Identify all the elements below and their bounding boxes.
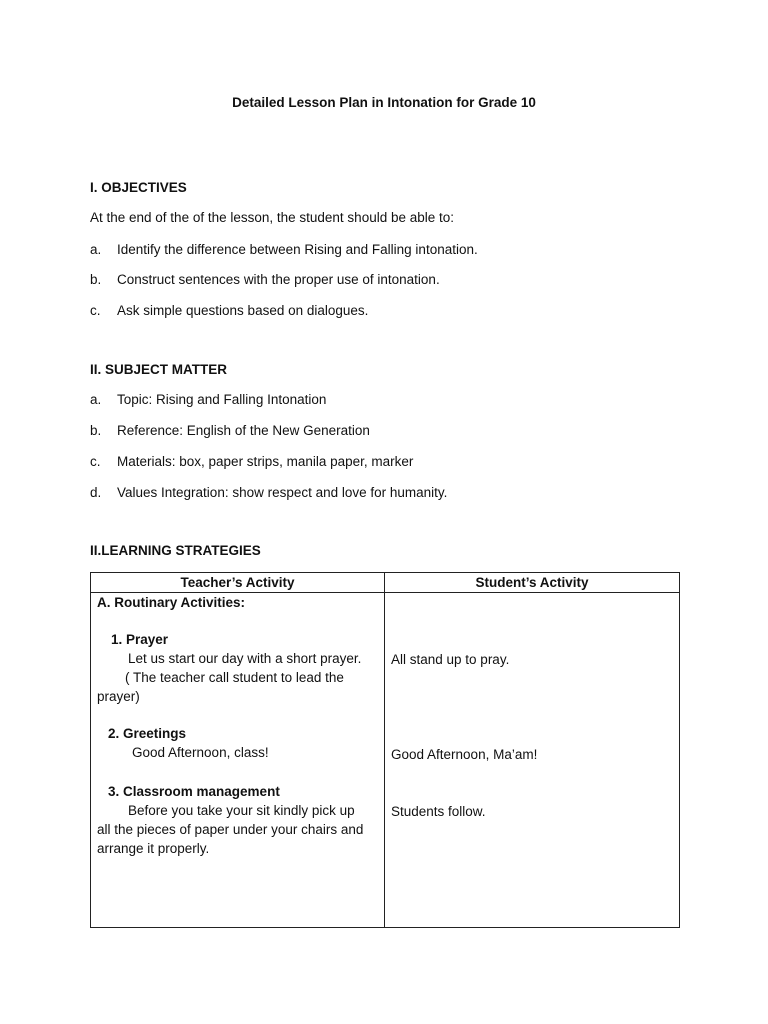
- student-prayer-response: All stand up to pray.: [391, 652, 510, 667]
- list-item-text: Topic: Rising and Falling Intonation: [117, 392, 327, 407]
- prayer-line: prayer): [97, 689, 140, 704]
- teacher-activity-header: Teacher’s Activity: [91, 573, 385, 593]
- table-row: [91, 593, 680, 928]
- routinary-activities-heading: A. Routinary Activities:: [97, 595, 246, 610]
- management-line: Before you take your sit kindly pick up: [128, 803, 355, 818]
- objective-item: [90, 242, 478, 257]
- list-marker: b.: [90, 272, 102, 287]
- list-marker: c.: [90, 303, 101, 318]
- subject-item: [90, 454, 413, 469]
- management-line: arrange it properly.: [97, 841, 210, 856]
- list-marker: a.: [90, 242, 102, 257]
- list-item-text: Construct sentences with the proper use of intonation.: [117, 272, 440, 287]
- subject-item: [90, 423, 370, 438]
- prayer-line: Let us start our day with a short prayer.: [128, 651, 362, 666]
- document-title: Detailed Lesson Plan in Intonation for Grade 10: [232, 95, 536, 110]
- management-line: all the pieces of paper under your chairs and: [97, 822, 364, 837]
- list-item-text: Reference: English of the New Generation: [117, 423, 370, 438]
- subject-matter-heading: II. SUBJECT MATTER: [90, 362, 228, 377]
- prayer-line: ( The teacher call student to lead the: [125, 670, 344, 685]
- classroom-management-heading: 3. Classroom management: [108, 784, 280, 799]
- prayer-heading: 1. Prayer: [111, 632, 169, 647]
- student-management-response: Students follow.: [391, 804, 486, 819]
- list-item-text: Ask simple questions based on dialogues.: [117, 303, 369, 318]
- subject-item: [90, 485, 447, 500]
- student-activity-cell: [385, 593, 680, 928]
- list-marker: d.: [90, 485, 102, 500]
- table-header-row: [91, 573, 680, 593]
- learning-strategies-heading: II.LEARNING STRATEGIES: [90, 543, 261, 558]
- list-marker: c.: [90, 454, 101, 469]
- student-greetings-response: Good Afternoon, Ma’am!: [391, 747, 538, 762]
- objective-item: [90, 303, 368, 318]
- activity-table: [90, 572, 680, 928]
- greetings-heading: 2. Greetings: [108, 726, 187, 741]
- list-item-text: Values Integration: show respect and love for humanity.: [117, 485, 448, 500]
- objectives-heading: I. OBJECTIVES: [90, 180, 187, 195]
- list-marker: b.: [90, 423, 102, 438]
- objectives-intro: At the end of the of the lesson, the student should be able to:: [90, 210, 455, 225]
- subject-item: [90, 392, 326, 407]
- list-item-text: Materials: box, paper strips, manila paper, marker: [117, 454, 414, 469]
- teacher-activity-cell: [91, 593, 385, 928]
- list-marker: a.: [90, 392, 102, 407]
- greetings-line: Good Afternoon, class!: [132, 745, 269, 760]
- objective-item: [90, 272, 440, 287]
- list-item-text: Identify the difference between Rising and Falling intonation.: [117, 242, 478, 257]
- student-activity-header: Student’s Activity: [385, 573, 680, 593]
